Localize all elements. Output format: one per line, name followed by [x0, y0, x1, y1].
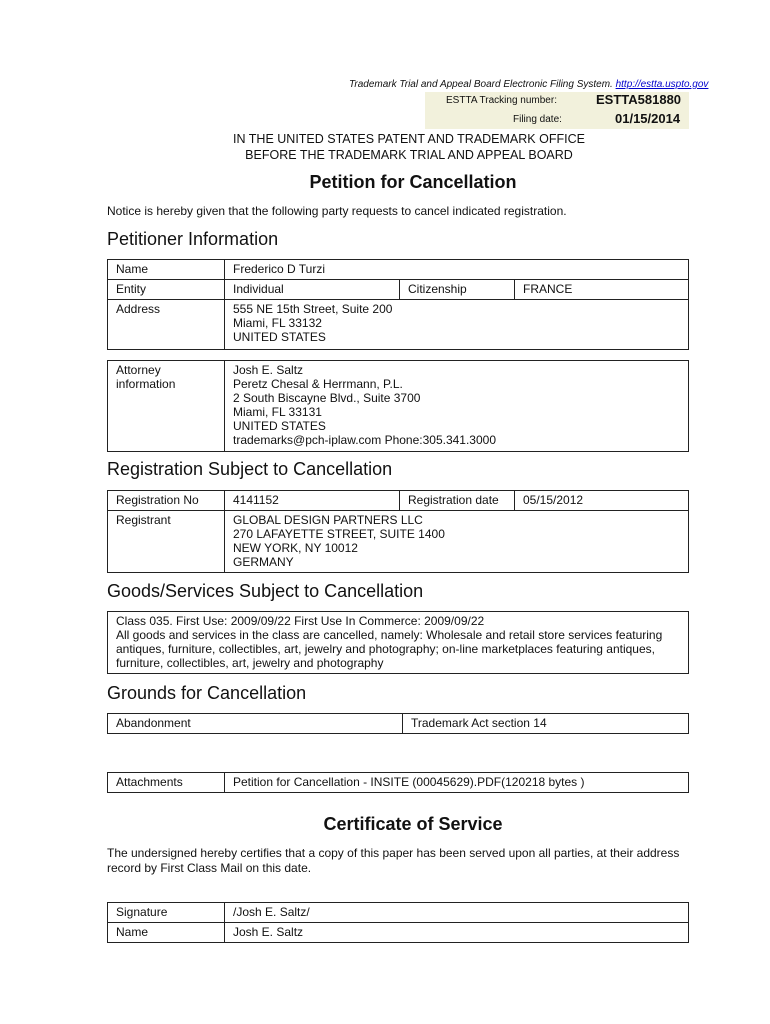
- attorney-table: [107, 360, 689, 452]
- filing-date: 01/15/2014: [615, 111, 681, 126]
- signer-name-value: Josh E. Saltz: [225, 923, 689, 943]
- filing-system-text: Trademark Trial and Appeal Board Electronic Filing System.: [349, 79, 613, 90]
- entity-label: Entity: [108, 280, 225, 300]
- filing-date-label: Filing date:: [513, 114, 562, 125]
- citizenship-label: Citizenship: [400, 280, 515, 300]
- attachments-table: [107, 772, 689, 793]
- name-label: Name: [108, 260, 225, 280]
- estta-link[interactable]: http://estta.uspto.gov: [615, 79, 709, 90]
- reg-no-label: Registration No: [108, 491, 225, 511]
- signature-table: [107, 902, 689, 943]
- ground-section: Trademark Act section 14: [403, 714, 689, 734]
- tracking-label: ESTTA Tracking number:: [446, 95, 557, 106]
- petitioner-table: [107, 259, 689, 350]
- attorney-value: Josh E. Saltz Peretz Chesal & Herrmann, P.L. 2 South Biscayne Blvd., Suite 3700 Miami, FL 33131 UNITED STATES trademarks@pch-iplaw.com Phone:305.341.3000: [225, 361, 689, 452]
- tracking-number: ESTTA581880: [596, 92, 682, 107]
- signature-value: /Josh E. Saltz/: [225, 903, 689, 923]
- registrant-value: GLOBAL DESIGN PARTNERS LLC 270 LAFAYETTE STREET, SUITE 1400 NEW YORK, NY 10012 GERMANY: [225, 511, 689, 573]
- reg-no-value: 4141152: [225, 491, 400, 511]
- entity-value: Individual: [225, 280, 400, 300]
- notice-text: Notice is hereby given that the following party requests to cancel indicated registration.: [107, 204, 567, 218]
- registrant-label: Registrant: [108, 511, 225, 573]
- office-line-2: BEFORE THE TRADEMARK TRIAL AND APPEAL BOARD: [245, 148, 573, 162]
- address-value: 555 NE 15th Street, Suite 200 Miami, FL 33132 UNITED STATES: [225, 300, 689, 350]
- attachments-label: Attachments: [108, 773, 225, 793]
- certificate-heading: Certificate of Service: [323, 814, 503, 834]
- goods-heading: Goods/Services Subject to Cancellation: [107, 581, 424, 601]
- grounds-table: [107, 713, 689, 734]
- attachment-file[interactable]: Petition for Cancellation - INSITE (00045629).PDF(120218 bytes ): [225, 773, 689, 793]
- reg-date-label: Registration date: [400, 491, 515, 511]
- certificate-text: The undersigned hereby certifies that a copy of this paper has been served upon all parties, at their address record by First Class Mail on this date.: [107, 846, 680, 875]
- name-value: Frederico D Turzi: [225, 260, 689, 280]
- signature-label: Signature: [108, 903, 225, 923]
- page-title: Petition for Cancellation: [309, 172, 517, 192]
- registration-heading: Registration Subject to Cancellation: [107, 459, 393, 479]
- grounds-heading: Grounds for Cancellation: [107, 683, 307, 703]
- ground-value: Abandonment: [108, 714, 403, 734]
- address-label: Address: [108, 300, 225, 350]
- attorney-label: Attorney information: [108, 361, 225, 452]
- citizenship-value: FRANCE: [515, 280, 689, 300]
- filing-system-line: [349, 79, 708, 90]
- office-line-1: IN THE UNITED STATES PATENT AND TRADEMARK OFFICE: [233, 132, 585, 146]
- goods-text: Class 035. First Use: 2009/09/22 First Use In Commerce: 2009/09/22 All goods and services in the class are cancelled, namely: Wholesale and retail store services featuring antiques, furniture, collectibles, art, jewelry and photography; on-line marketplaces featuring antiques, furniture, collectibles, art, jewelry and photography: [108, 612, 689, 674]
- registration-table: [107, 490, 689, 573]
- reg-date-value: 05/15/2012: [515, 491, 689, 511]
- signer-name-label: Name: [108, 923, 225, 943]
- goods-table: [107, 611, 689, 674]
- petitioner-heading: Petitioner Information: [107, 229, 279, 249]
